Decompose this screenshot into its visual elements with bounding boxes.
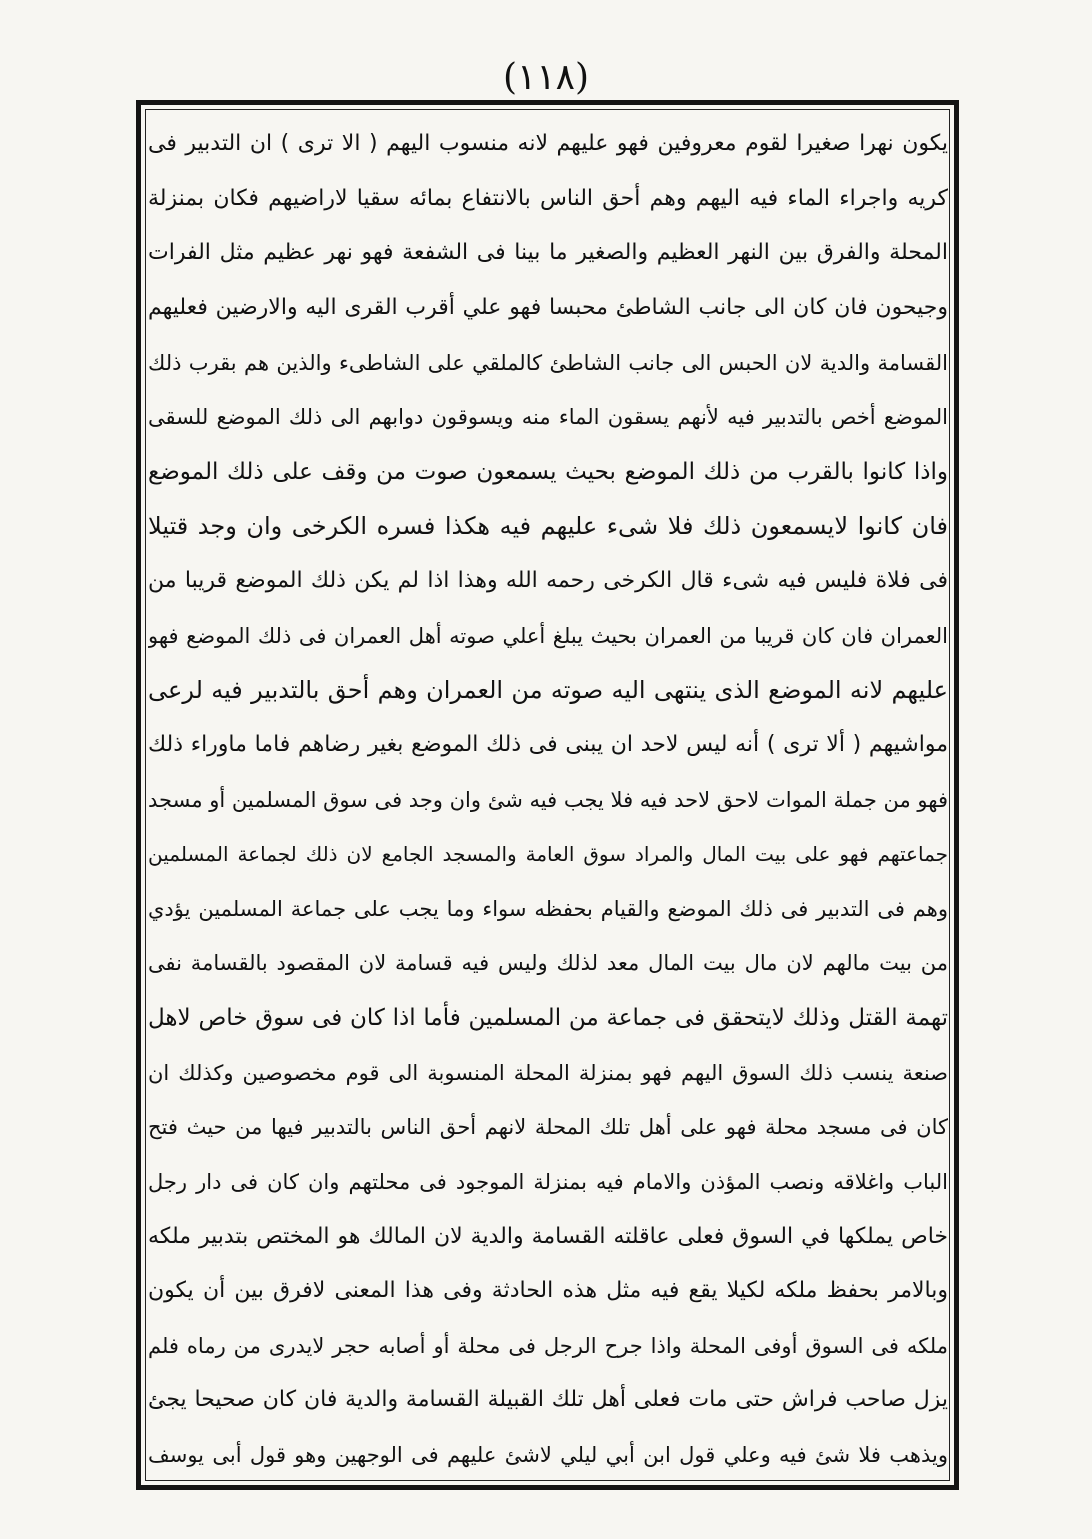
text-line-16: من بيت مالهم لان مال بيت المال معد لذلك وليس فيه قسامة لان المقصود بالقسامة نفى <box>148 951 948 976</box>
page-number: (١١٨) <box>502 57 590 98</box>
text-line-24: يزل صاحب فراش حتى مات فعلى أهل تلك القبيلة القسامة والدية فان كان صحيحا يجئ <box>148 1387 948 1413</box>
text-line-3: المحلة والفرق بين النهر العظيم والصغير ما بينا فى الشفعة فهو نهر عظيم مثل الفرات <box>148 240 948 266</box>
text-line-25: ويذهب فلا شئ فيه وعلي قول ابن أبي ليلي لاشئ عليهم فى الوجهين وهو قول أبى يوسف <box>148 1443 948 1467</box>
text-line-23: ملكه فى السوق أوفى المحلة واذا جرح الرجل فى محلة أو أصابه حجر لايدرى من رماه فلم <box>148 1333 948 1358</box>
text-line-10: العمران فان كان قريبا من العمران بحيث يبلغ أعلي صوته أهل العمران فى ذلك الموضع فهو <box>148 623 948 648</box>
text-line-2: كريه واجراء الماء فيه اليهم وهم أحق الناس بالانتفاع بمائه سقيا لاراضيهم فكان بمنزلة <box>148 185 948 211</box>
text-line-21: خاص يملكها في السوق فعلى عاقلته القسامة والدية لان المالك هو المختص بتدبير ملكه <box>148 1223 948 1249</box>
text-line-8: فان كانوا لايسمعون ذلك فلا شىء عليهم فيه هكذا فسره الكرخى وان وجد قتيلا <box>148 512 948 541</box>
text-line-15: وهم فى التدبير فى ذلك الموضع والقيام بحفظه سواء وما يجب على جماعة المسلمين يؤدي <box>148 896 948 921</box>
text-line-11: عليهم لانه الموضع الذى ينتهى اليه صوته من العمران وهم أحق بالتدبير فيه لرعى <box>148 676 948 705</box>
text-line-12: مواشيهم ( ألا ترى ) أنه ليس لاحد ان يبنى فى ذلك الموضع بغير رضاهم فاما ماوراء ذلك <box>148 731 948 757</box>
text-line-5: القسامة والدية لان الحبس الى جانب الشاطئ كالملقي على الشاطىء والذين هم بقرب ذلك <box>148 350 948 375</box>
text-line-13: فهو من جملة الموات لاحق لاحد فيه فلا يجب فيه شئ وان وجد فى سوق المسلمين أو مسجد <box>148 787 948 812</box>
text-line-18: صنعة ينسب ذلك السوق اليهم فهو بمنزلة المحلة المنسوبة الى قوم مخصوصين وكذلك ان <box>148 1060 948 1085</box>
text-line-22: وبالامر بحفظ ملكه لكيلا يقع فيه مثل هذه الحادثة وفى هذا المعنى لافرق بين أن يكون <box>148 1278 948 1304</box>
text-line-6: الموضع أخص بالتدبير فيه لأنهم يسقون الماء منه ويسوقون دوابهم الى ذلك الموضع للسقى <box>148 405 948 430</box>
text-line-9: فى فلاة فليس فيه شىء قال الكرخى رحمه الله وهذا اذا لم يكن ذلك الموضع قريبا من <box>148 568 948 593</box>
text-line-4: وجيحون فان كان الى جانب الشاطئ محبسا فهو علي أقرب القرى اليه والارضين فعليهم <box>148 294 948 320</box>
text-line-19: كان فى مسجد محلة فهو على أهل تلك المحلة لانهم أحق الناس بالتدبير فيها من حيث فتح <box>148 1115 948 1140</box>
text-line-17: تهمة القتل وذلك لايتحقق فى جماعة من المسلمين فأما اذا كان فى سوق خاص لاهل <box>148 1005 948 1031</box>
text-line-1: يكون نهرا صغيرا لقوم معروفين فهو عليهم لانه منسوب اليهم ( الا ترى ) ان التدبير فى <box>148 131 948 156</box>
text-line-7: واذا كانوا بالقرب من ذلك الموضع بحيث يسمعون صوت من وقف على ذلك الموضع <box>148 458 948 485</box>
text-line-20: الباب واغلاقه ونصب المؤذن والامام فيه بمنزلة الموجود فى محلتهم وان كان فى دار رجل <box>148 1169 948 1194</box>
text-block <box>148 118 948 1483</box>
text-line-14: جماعتهم فهو على بيت المال والمراد سوق العامة والمسجد الجامع لان ذلك لجماعة المسلمين <box>148 842 948 867</box>
